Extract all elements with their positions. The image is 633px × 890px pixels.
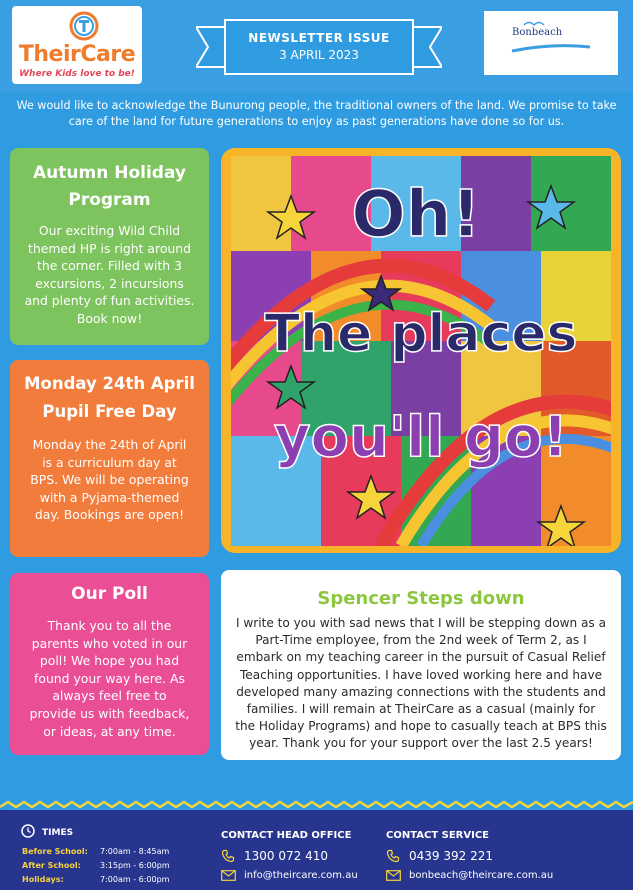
times-label: Before School: xyxy=(22,847,88,856)
service-phone[interactable]: 0439 392 221 xyxy=(409,849,493,863)
times-label: After School: xyxy=(22,861,81,870)
artwork-line1: Oh! xyxy=(351,178,481,252)
artwork-line2: The places xyxy=(264,304,578,364)
poll-card xyxy=(10,573,209,755)
head-office-email[interactable]: info@theircare.com.au xyxy=(244,870,358,881)
partner-logo xyxy=(484,11,618,75)
times-heading: TIMES xyxy=(42,828,74,838)
service-email[interactable]: bonbeach@theircare.com.au xyxy=(409,870,554,881)
times-label: Holidays: xyxy=(22,875,64,884)
head-office-heading: CONTACT HEAD OFFICE xyxy=(221,830,352,841)
newsletter-title: NEWSLETTER ISSUE xyxy=(248,31,390,45)
times-row xyxy=(22,847,169,856)
footer xyxy=(0,810,633,890)
times-value: 7:00am - 6:00pm xyxy=(100,875,170,884)
card-body: Monday the 24th of April is a curriculum day at BPS. We will be operating with a Pyjama-themed day. Bookings are open! xyxy=(30,437,189,523)
phone-icon xyxy=(386,849,400,863)
card-title: Autumn Holiday Program xyxy=(33,163,186,210)
service-heading: CONTACT SERVICE xyxy=(386,830,489,841)
news-title: Spencer Steps down xyxy=(317,588,525,609)
newsletter-date: 3 APRIL 2023 xyxy=(279,48,359,62)
card-title: Our Poll xyxy=(71,584,148,604)
spencer-news-card xyxy=(221,570,621,760)
phone-icon xyxy=(221,849,235,863)
logo-mark-icon xyxy=(68,10,100,42)
head-office-phone[interactable]: 1300 072 410 xyxy=(244,849,328,863)
card-title: Monday 24th April Pupil Free Day xyxy=(24,374,195,421)
artwork-image xyxy=(231,156,611,546)
brand-name: TheirCare xyxy=(18,42,136,67)
times-value: 7:00am - 8:45am xyxy=(100,847,170,856)
brand-tagline: Where Kids love to be! xyxy=(19,69,135,79)
artwork-line3: you'll go! xyxy=(274,405,568,470)
times-row xyxy=(22,861,170,870)
card-body: Our exciting Wild Child themed HP is right around the corner. Filled with 3 excursions, 2 incursions and plenty of fun activities. Book now! xyxy=(24,223,195,326)
card-body: Thank you to all the parents who voted in our poll! We hope you had found your way here. As always feel free to provide us with feedback, or ideas, at any time. xyxy=(29,618,190,739)
pupil-free-day-card xyxy=(10,360,209,557)
mail-icon xyxy=(221,870,236,881)
times-row xyxy=(22,875,169,884)
times-value: 3:15pm - 6:00pm xyxy=(100,861,170,870)
bird-icon xyxy=(484,11,618,75)
holiday-program-card xyxy=(10,148,209,345)
clock-icon xyxy=(21,824,35,838)
news-body: I write to you with sad news that I will be stepping down as a Part-Time employee, from the 2nd week of Term 2, as I embark on my teaching career in the pursuit of Casual Relief Teaching opportunities. I have loved working here and have developed many amazing connections with the students and families. I will remain at TheirCare as a casual (mainly for the Holiday Programs) and hope to casually teach at BPS this year. Thank you for your support over the last 2.5 years! xyxy=(235,616,607,751)
partner-name: Bonbeach xyxy=(512,27,563,38)
mail-icon xyxy=(386,870,401,881)
newsletter-ribbon xyxy=(196,19,442,75)
theircare-logo xyxy=(12,6,142,84)
acknowledgement-text: We would like to acknowledge the Bunurong people, the traditional owners of the land. We promise to take care of the land for future generations to enjoy as past generations have done so for us. xyxy=(16,99,617,128)
student-artwork xyxy=(221,148,621,553)
